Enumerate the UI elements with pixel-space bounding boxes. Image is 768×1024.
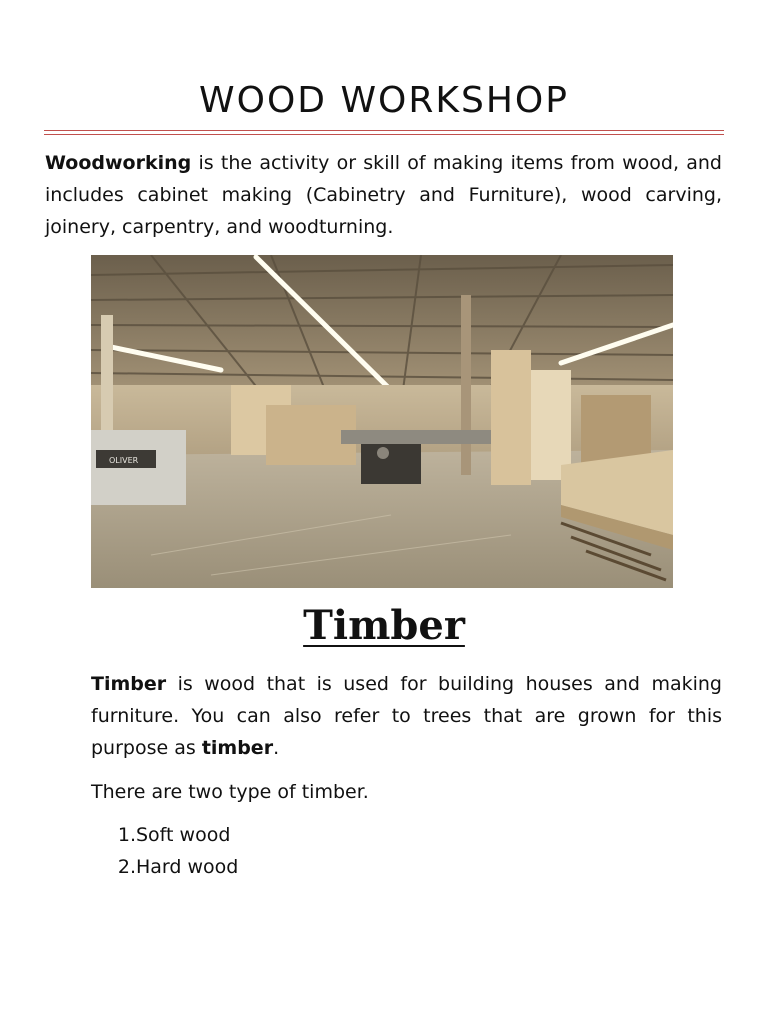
timber-paragraph: Timber is wood that is used for building houses and making furniture. You can also refer to trees that are grown for this purpose as timber. <box>91 673 722 759</box>
title-divider-bottom <box>44 134 724 135</box>
types-intro: There are two type of timber. <box>91 781 369 803</box>
timber-types-list <box>91 819 238 883</box>
page-title: WOOD WORKSHOP <box>199 80 569 121</box>
timber-bold-start: Timber <box>91 673 167 695</box>
workshop-photo <box>91 255 673 588</box>
intro-bold-term: Woodworking <box>45 152 192 174</box>
intro-paragraph <box>45 147 722 243</box>
timber-bold-end: timber <box>201 737 274 759</box>
intro-text: is the activity or skill of making items from wood, and includes cabinet making (Cabinetry and Furniture), wood carving, joinery, carpentry, and woodturning. <box>45 152 722 238</box>
machine-brand-label: OLIVER <box>109 456 139 465</box>
list-item: 2. Hard wood <box>117 856 239 878</box>
list-item: 1. Soft wood <box>117 824 231 846</box>
title-divider-top <box>44 130 724 131</box>
section-heading: Timber <box>303 602 465 649</box>
